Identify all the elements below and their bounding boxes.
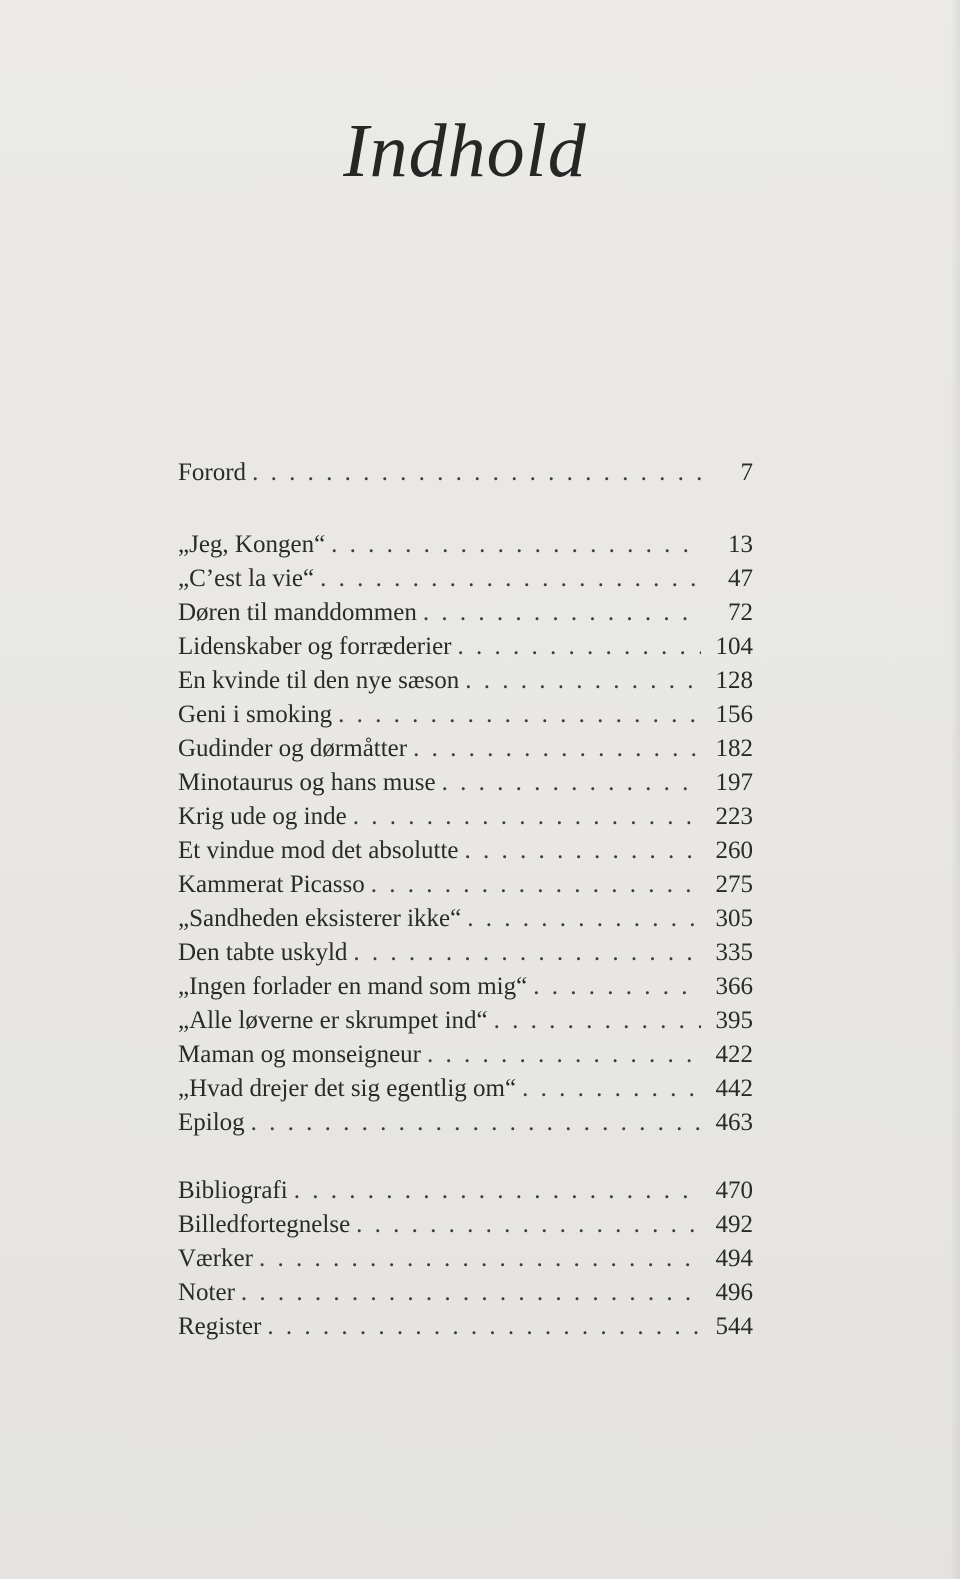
toc-entry-title: Et vindue mod det absolutte [178,837,459,864]
toc-entry-page: 463 [715,1109,753,1136]
toc-entry [178,630,753,664]
toc-entry-page: 470 [715,1177,753,1204]
dot-leader [371,868,701,902]
toc-entry [178,1072,753,1106]
toc-entry [178,902,753,936]
toc-entry-title: Gudinder og dørmåtter [178,735,408,762]
toc-entry [178,970,753,1004]
toc-group-appendix [178,1174,753,1344]
page-edge-shadow [950,0,960,1579]
dot-leader [465,834,701,868]
toc-entry [178,562,753,596]
toc-entry-title: „C’est la vie“ [178,565,315,592]
page-title: Indhold [343,109,587,193]
dot-leader [413,732,701,766]
toc-entry-title: „Jeg, Kongen“ [178,531,326,558]
dot-leader [353,800,701,834]
toc-entry [178,1310,753,1344]
toc-entry [178,766,753,800]
toc-entry-title: „Sandheden eksisterer ikke“ [178,905,462,932]
toc-entry-title: Kammerat Picasso [178,871,365,898]
dot-leader [338,698,701,732]
toc-entry [178,1004,753,1038]
toc-entry-title: Billedfortegnelse [178,1211,351,1238]
toc-entry [178,664,753,698]
toc-entry-page: 47 [728,565,753,592]
toc-entry-page: 13 [728,531,753,558]
toc-entry [178,868,753,902]
toc-entry-page: 182 [715,735,753,762]
dot-leader [259,1242,701,1276]
toc-entry [178,732,753,766]
toc-entry-page: 156 [715,701,753,728]
toc-entry [178,834,753,868]
dot-leader [331,528,701,562]
toc-entry [178,456,753,490]
toc-group-chapters [178,528,753,1140]
toc-entry-title: Værker [178,1245,253,1272]
toc-entry-title: Geni i smoking [178,701,333,728]
toc-entry [178,936,753,970]
toc-entry-title: Noter [178,1279,235,1306]
toc-entry [178,1106,753,1140]
toc-entry-page: 275 [715,871,753,898]
dot-leader [267,1310,701,1344]
toc-entry-page: 72 [728,599,753,626]
toc-entry-page: 104 [715,633,753,660]
toc-entry-page: 422 [715,1041,753,1068]
toc-entry-page: 366 [715,973,753,1000]
toc-entry-title: Forord [178,459,247,486]
toc-entry-page: 197 [715,769,753,796]
toc-entry-page: 492 [715,1211,753,1238]
toc-entry-page: 395 [715,1007,753,1034]
dot-leader [467,902,701,936]
toc-entry-page: 128 [715,667,753,694]
toc-entry-page: 223 [715,803,753,830]
dot-leader [353,936,701,970]
toc-entry-page: 335 [715,939,753,966]
toc-entry-title: Lidenskaber og forræderier [178,633,452,660]
dot-leader [465,664,701,698]
toc-entry [178,528,753,562]
dot-leader [458,630,702,664]
dot-leader [427,1038,701,1072]
toc-entry-page: 260 [715,837,753,864]
toc-entry-title: „Hvad drejer det sig egentlig om“ [178,1075,517,1102]
dot-leader [251,1106,701,1140]
toc-entry [178,1276,753,1310]
toc-entry [178,596,753,630]
toc-entry [178,698,753,732]
toc-entry [178,1038,753,1072]
dot-leader [522,1072,701,1106]
toc-entry-title: Døren til manddommen [178,599,417,626]
dot-leader [533,970,701,1004]
toc-group-foreword [178,456,753,490]
table-of-contents [178,456,753,1344]
toc-entry [178,1174,753,1208]
toc-entry-title: Krig ude og inde [178,803,347,830]
dot-leader [320,562,701,596]
toc-entry-title: Register [178,1313,262,1340]
dot-leader [356,1208,701,1242]
dot-leader [241,1276,701,1310]
dot-leader [423,596,701,630]
toc-entry-title: Epilog [178,1109,245,1136]
toc-entry-page: 494 [715,1245,753,1272]
toc-entry-title: Bibliografi [178,1177,288,1204]
toc-entry [178,1208,753,1242]
dot-leader [442,766,701,800]
toc-entry-title: En kvinde til den nye sæson [178,667,460,694]
toc-entry-page: 496 [715,1279,753,1306]
dot-leader [494,1004,701,1038]
dot-leader [252,456,701,490]
toc-entry-page: 544 [715,1313,753,1340]
toc-entry-title: Maman og monseigneur [178,1041,422,1068]
toc-entry-title: Den tabte uskyld [178,939,348,966]
toc-entry-title: Minotaurus og hans muse [178,769,436,796]
toc-entry-page: 442 [715,1075,753,1102]
toc-entry-title: „Ingen forlader en mand som mig“ [178,973,528,1000]
toc-entry [178,800,753,834]
toc-entry-page: 305 [715,905,753,932]
toc-entry [178,1242,753,1276]
toc-entry-page: 7 [740,459,753,486]
toc-entry-title: „Alle løverne er skrumpet ind“ [178,1007,488,1034]
dot-leader [294,1174,701,1208]
